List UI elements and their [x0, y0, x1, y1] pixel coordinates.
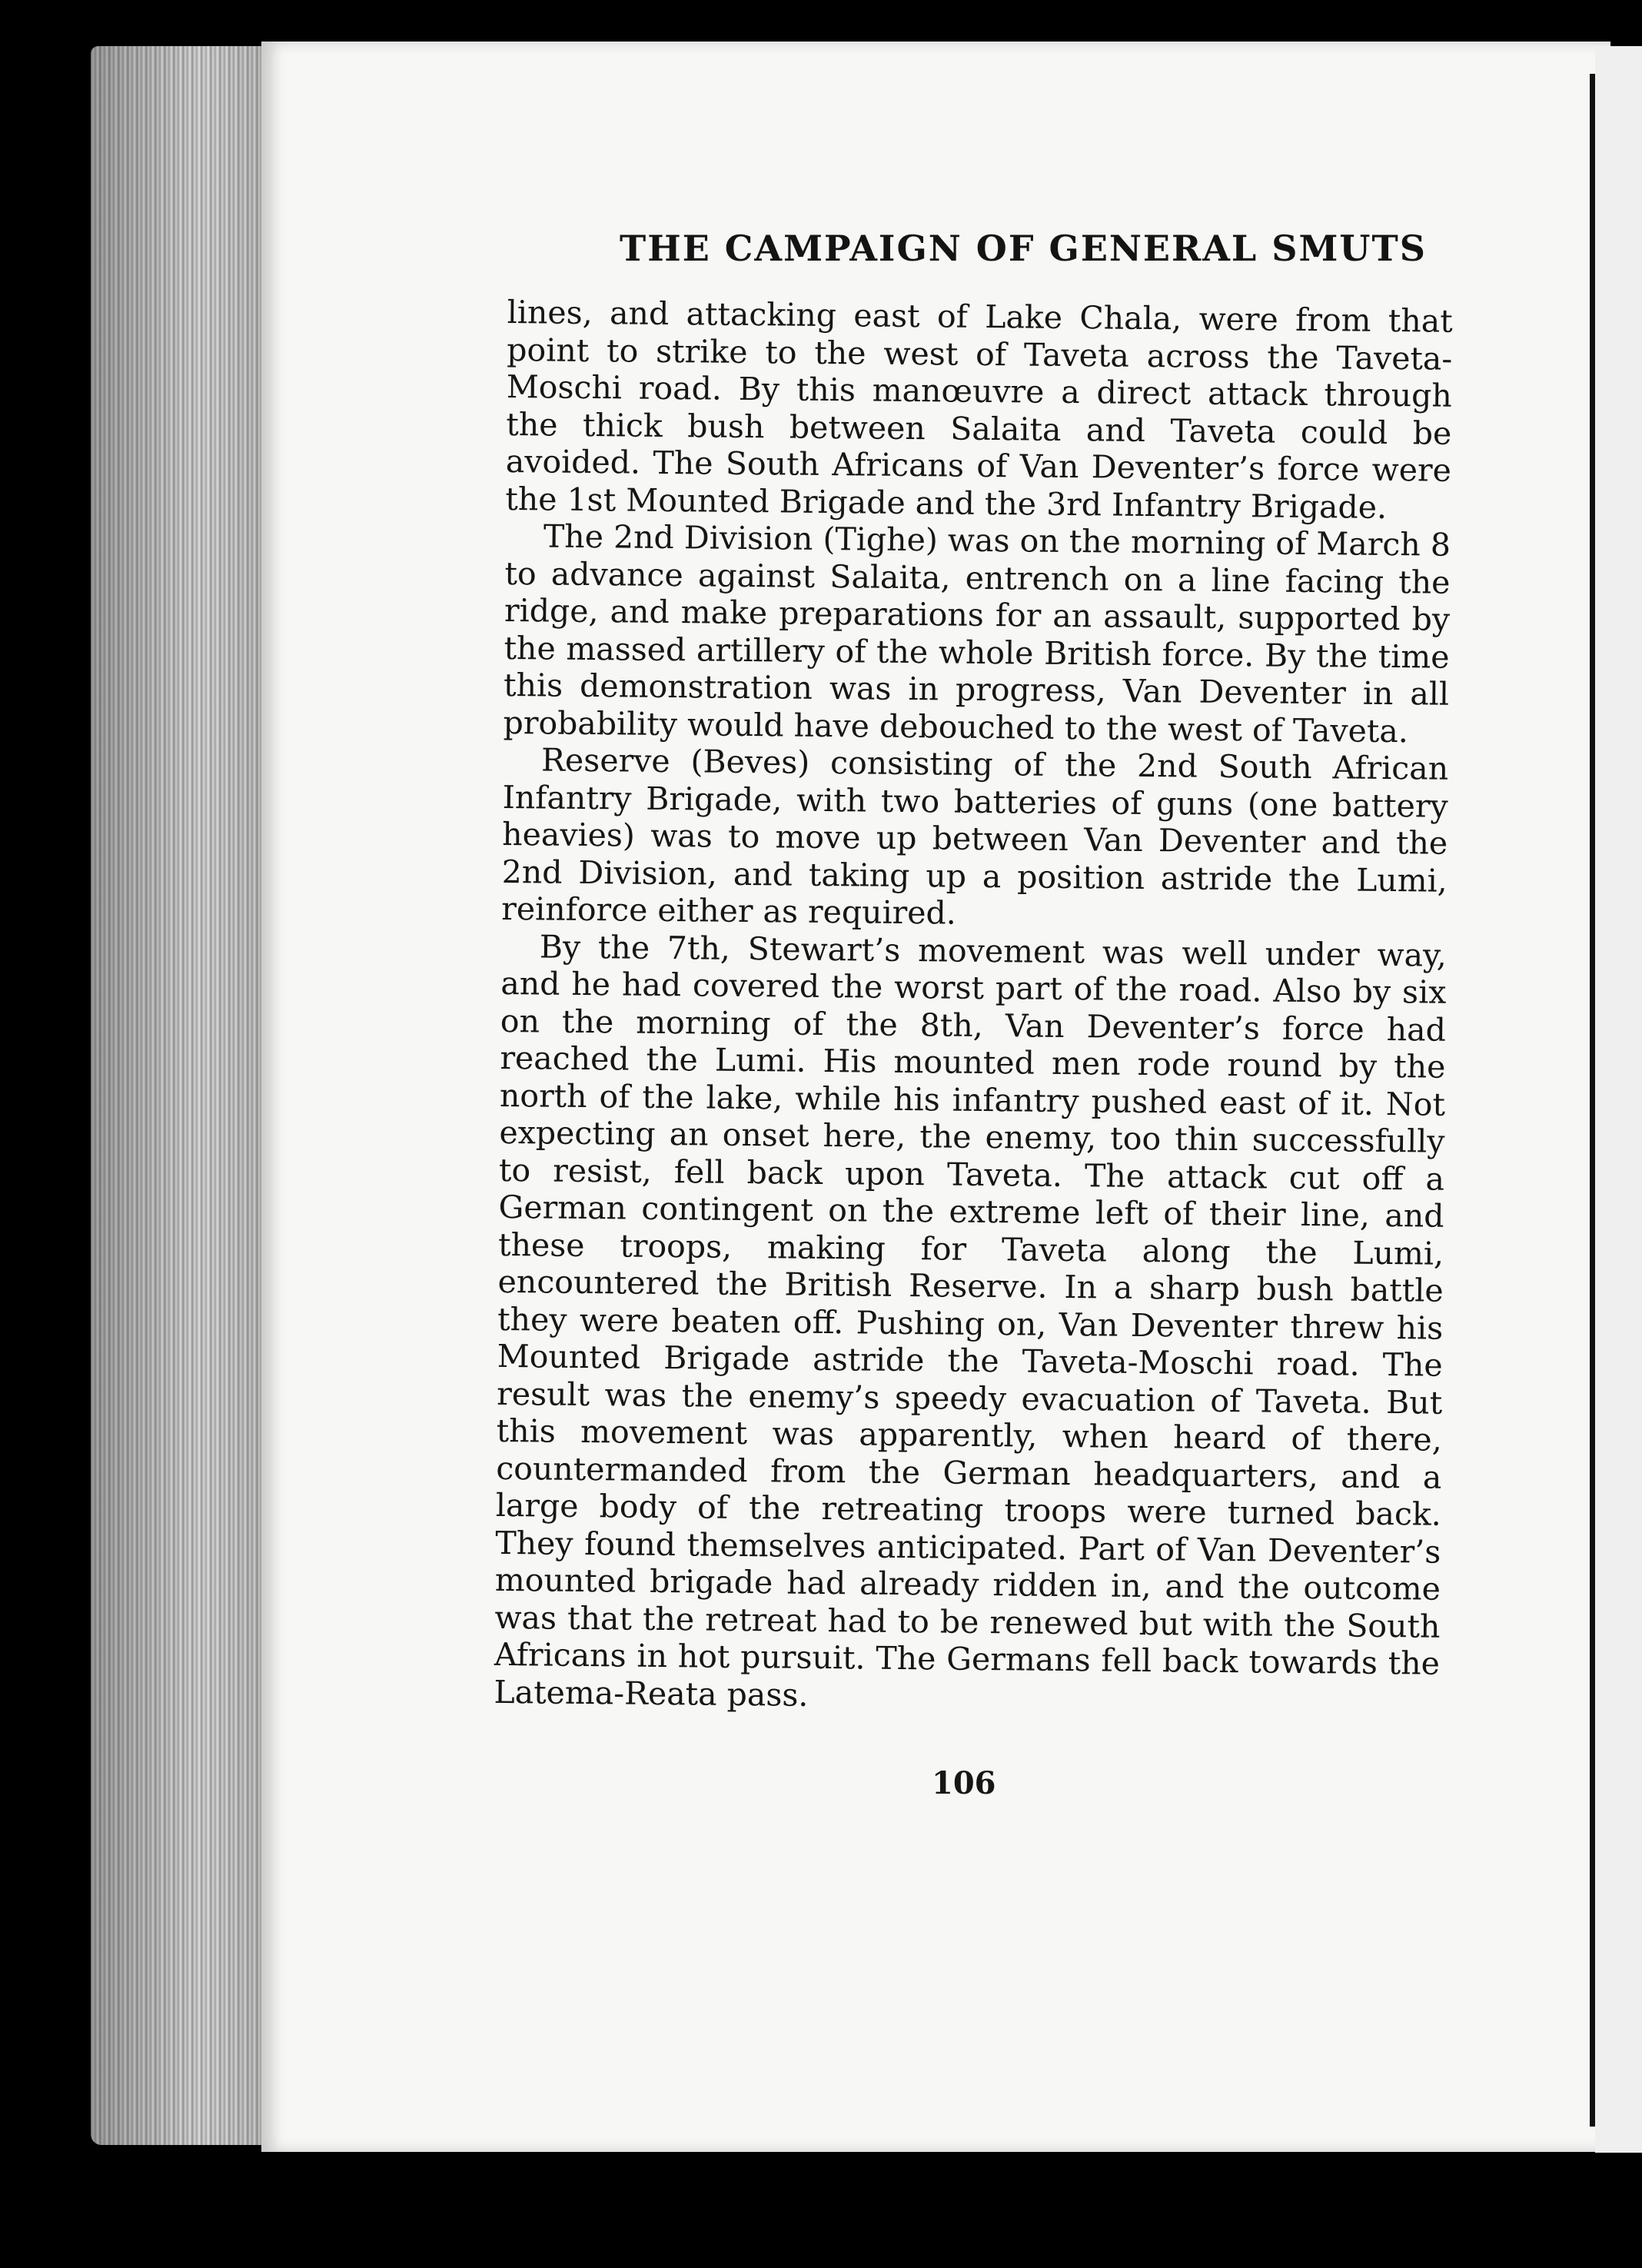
paragraph-2: The 2nd Division (Tighe) was on the morning of March 8 to advance against Salaita, entrench on a line facing the ridge, and make preparations for an assault, supported by the massed artillery of the whole British force. By the time this demonstration was in progress, Van Deventer in all probability would have debouched to the west of Taveta. — [503, 517, 1451, 750]
stacked-page-edges — [91, 46, 275, 2145]
gutter-shadow-line — [1590, 74, 1595, 2127]
paragraph-4: By the 7th, Stewart’s movement was well under way, and he had covered the worst part of the road. Also by six on the morning of the 8th, Van Deventer’s force had reached the Lumi. His mounted men rode round by the north of the lake, while his infantry pushed east of it. Not expecting an onset here, the enemy, too thin successfully to resist, fell back upon Taveta. The attack cut off a German contingent on the extreme left of their line, and these troops, making for Taveta along the Lumi, encountered the British Reserve. In a sharp bush battle they were beaten off. Pushing on, Van Deventer threw his Mounted Brigade astride the Taveta-Moschi road. The result was the enemy’s speedy evacuation of Taveta. But this movement was apparently, when heard of there, countermanded from the German headquarters, and a large body of the retreating troops were turned back. They found themselves anticipated. Part of Van Deventer’s mounted brigade had already ridden in, and the outcome was that the retreat had to be renewed but with the South Africans in hot pursuit. The Germans fell back towards the Latema-Reata pass. — [494, 927, 1448, 1714]
page-body — [494, 294, 1453, 1720]
paragraph-3: Reserve (Beves) consisting of the 2nd South African Infantry Brigade, with two batteries of guns (one battery heavies) was to move up between Van Deventer and the 2nd Division, and taking up a position astride the Lumi, reinforce either as required. — [501, 741, 1449, 932]
page-number: 106 — [932, 1765, 996, 1801]
paragraph-1: lines, and attacking east of Lake Chala, were from that point to strike to the west of Taveta across the Taveta-Moschi road. By this manœuvre a direct attack through the thick bush between Salaita and Taveta could be avoided. The South Africans of Van Deventer’s force were the 1st Mounted Brigade and the 3rd Infantry Brigade. — [505, 294, 1453, 526]
facing-page-edge — [1595, 46, 1642, 2153]
running-head: THE CAMPAIGN OF GENERAL SMUTS — [620, 228, 1427, 269]
